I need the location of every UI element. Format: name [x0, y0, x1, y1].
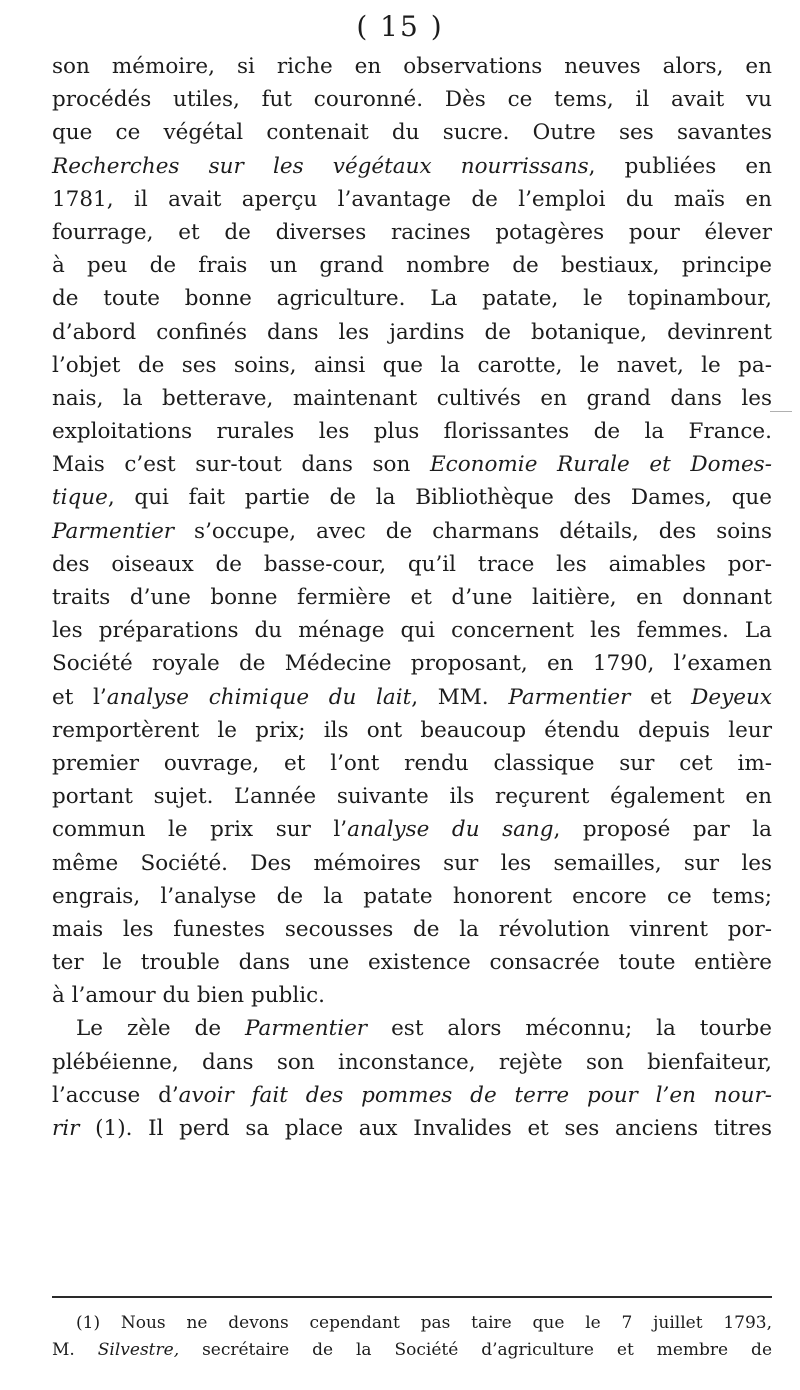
work-title-sang: analyse du sang: [347, 817, 554, 843]
work-title-lait: analyse chimique du lait: [106, 684, 412, 710]
text-line: 1781, il avait aperçu l’avantage de l’emploi du maïs en: [52, 186, 772, 212]
margin-mark: [770, 411, 792, 412]
footnote: [52, 1310, 772, 1364]
text-line: nais, la betterave, maintenant cultivés en grand dans les: [52, 385, 772, 411]
text-line: plébéienne, dans son inconstance, rejète son bienfaiteur,: [52, 1049, 772, 1075]
text-line: à peu de frais un grand nombre de bestiaux, principe: [52, 253, 772, 279]
footnote-reference-text: (1). Il perd sa place aux Invalides et ses anciens titres: [95, 1116, 773, 1141]
text-line: mais les funestes secousses de la révolution vinrent por-: [52, 916, 772, 942]
page-number: ( 15 ): [356, 10, 444, 43]
text-line: même Société. Des mémoires sur les semailles, sur les: [52, 850, 772, 876]
text-run: commun le prix sur l’: [52, 817, 348, 843]
text-line: ter le trouble dans une existence consacrée toute entière: [52, 950, 772, 976]
text-line: [52, 150, 772, 183]
footnote-line: (1) Nous ne devons cependant pas taire que le 7 juillet 1793,: [76, 1313, 772, 1333]
text-line: [52, 1112, 772, 1145]
text-line: fourrage, et de diverses racines potagères pour élever: [52, 219, 772, 245]
text-line: procédés utiles, fut couronné. Dès ce tems, il avait vu: [52, 87, 772, 113]
text-run: et l’: [52, 684, 107, 710]
text-run: , publiées en: [588, 153, 772, 179]
text-run: et: [650, 684, 672, 710]
text-line: d’abord confinés dans les jardins de botanique, devinrent: [52, 319, 772, 345]
text-line: engrais, l’analyse de la patate honorent encore ce tems;: [52, 883, 772, 909]
text-line: portant sujet. L’année suivante ils reçurent également en: [52, 784, 772, 810]
text-line: remportèrent le prix; ils ont beaucoup étendu depuis leur: [52, 717, 772, 743]
text-line: [52, 1012, 772, 1045]
author-name: Parmentier: [508, 684, 631, 710]
text-run: est alors méconnu; la tourbe: [391, 1016, 772, 1042]
text-line: des oiseaux de basse-cour, qu’il trace les aimables por-: [52, 551, 772, 577]
book-title-economie: Economie Rurale et Domes-: [429, 452, 772, 478]
text-line: [52, 481, 772, 514]
text-line: [52, 1079, 772, 1112]
text-run: l’accuse d’: [52, 1082, 179, 1108]
footnote-rule: [52, 1296, 772, 1298]
text-line: que ce végétal contenait du sucre. Outre ses savantes: [52, 120, 772, 146]
body-text: [52, 50, 772, 1145]
text-line: à l’amour du bien public.: [52, 983, 325, 1009]
text-run: , proposé par la: [553, 817, 772, 843]
text-line: [52, 681, 772, 714]
text-run: Le zèle de: [76, 1016, 222, 1042]
text-line: son mémoire, si riche en observations neuves alors, en: [52, 54, 772, 79]
text-line: les préparations du ménage qui concernent les femmes. La: [52, 618, 772, 644]
text-run: , MM.: [411, 684, 489, 710]
author-name-deyeux: Deyeux: [691, 684, 772, 710]
person-name-silvestre: Silvestre,: [97, 1340, 180, 1360]
text-run: Mais c’est sur-tout dans son: [52, 452, 411, 478]
text-line: exploitations rurales les plus florissantes de la France.: [52, 419, 772, 445]
text-line: [52, 515, 772, 548]
text-line: [52, 813, 772, 846]
book-title-recherches: Recherches sur les végétaux nourrissans: [52, 153, 589, 179]
text-run: , qui fait partie de la Bibliothèque des Dames, que: [107, 485, 772, 511]
text-line: Société royale de Médecine proposant, en 1790, l’examen: [52, 651, 772, 677]
author-name: Parmentier: [245, 1016, 368, 1042]
author-name: Parmentier: [52, 518, 175, 544]
quote-pommes-de-terre-cont: rir: [52, 1116, 80, 1141]
text-line: l’objet de ses soins, ainsi que la carotte, le navet, le pa-: [52, 352, 772, 378]
book-title-economie-cont: tique: [52, 485, 108, 511]
text-line: premier ouvrage, et l’ont rendu classique sur cet im-: [52, 750, 772, 776]
footnote-line: [52, 1337, 772, 1364]
text-run: M.: [52, 1340, 75, 1360]
text-run: s’occupe, avec de charmans détails, des soins: [194, 518, 772, 544]
text-line: [52, 448, 772, 481]
text-line: traits d’une bonne fermière et d’une laitière, en donnant: [52, 585, 772, 610]
quote-pommes-de-terre: avoir fait des pommes de terre pour l’en nour-: [178, 1082, 772, 1108]
text-line: de toute bonne agriculture. La patate, le topinambour,: [52, 286, 772, 312]
text-run: secrétaire de la Société d’agriculture et membre de: [202, 1340, 773, 1360]
